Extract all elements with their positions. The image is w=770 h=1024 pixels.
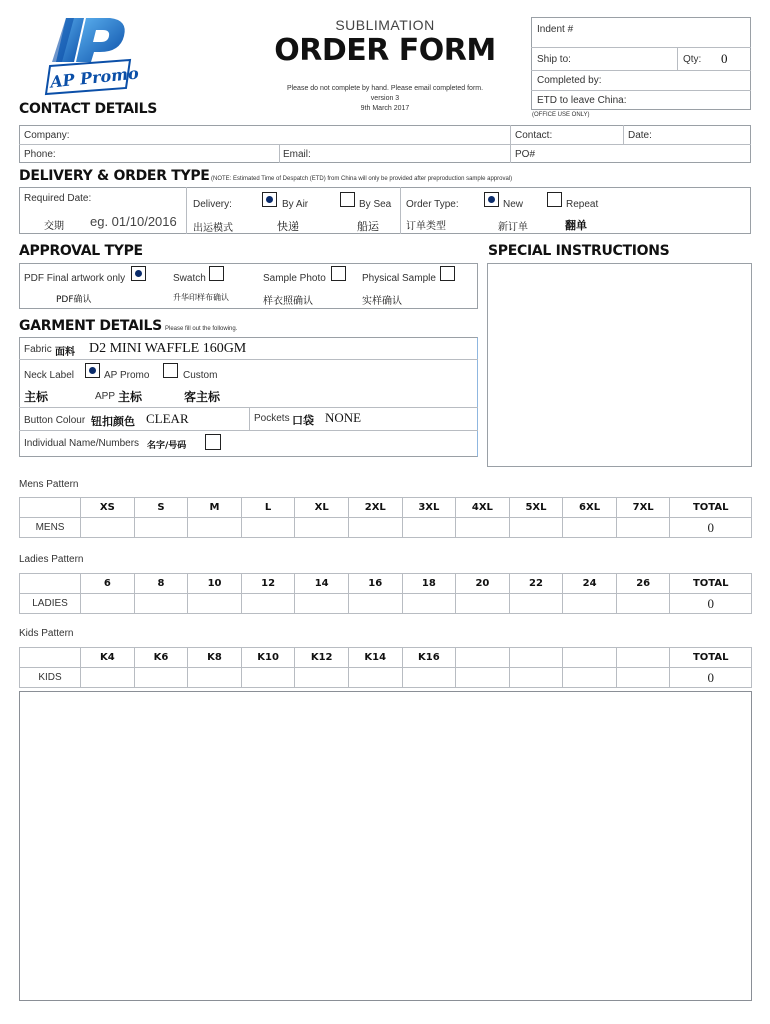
- etd-label: ETD to leave China:: [537, 95, 627, 106]
- button-colour-label: Button Colour: [24, 415, 86, 426]
- individual-names-label: Individual Name/Numbers: [24, 438, 140, 449]
- header-corner-cell: [20, 498, 81, 518]
- ship-to-label: Ship to:: [537, 54, 571, 65]
- special-instructions-heading: SPECIAL INSTRUCTIONS: [488, 243, 670, 259]
- neck-label-label: Neck Label: [24, 370, 75, 381]
- individual-names-checkbox[interactable]: [205, 434, 221, 450]
- by-sea-label: By Sea: [359, 199, 392, 210]
- size-header-cell: S: [134, 498, 188, 518]
- size-header-cell: K8: [188, 648, 242, 668]
- qty-label: Qty:: [683, 54, 702, 65]
- pockets-value[interactable]: NONE: [325, 410, 362, 425]
- quantity-input-cell[interactable]: [348, 668, 402, 688]
- size-header-cell: 16: [348, 574, 402, 594]
- delivery-cn: 出运模式: [193, 223, 233, 234]
- fabric-value[interactable]: D2 MINI WAFFLE 160GM: [89, 341, 247, 356]
- quantity-input-cell[interactable]: [509, 518, 563, 538]
- form-subtitle: SUBLIMATION: [335, 17, 435, 33]
- new-order-label: New: [503, 199, 524, 210]
- ap-promo-label-checkbox[interactable]: [85, 363, 100, 378]
- special-instructions-input[interactable]: [487, 263, 752, 467]
- size-header-cell: 12: [241, 574, 295, 594]
- date-field[interactable]: Date:: [628, 130, 652, 141]
- garment-heading: GARMENT DETAILS: [19, 318, 162, 334]
- quantity-input-cell[interactable]: [241, 668, 295, 688]
- quantity-input-cell[interactable]: [456, 594, 510, 614]
- size-header-cell: [509, 648, 563, 668]
- ladies-pattern-title: Ladies Pattern: [19, 554, 84, 565]
- form-note-line: Please do not complete by hand. Please email completed form.: [286, 85, 484, 92]
- quantity-input-cell[interactable]: [295, 594, 349, 614]
- artwork-notes-area[interactable]: [19, 691, 752, 1001]
- total-value-cell: 0: [670, 518, 752, 538]
- required-date-input[interactable]: eg. 01/10/2016: [90, 214, 177, 229]
- contact-field[interactable]: Contact:: [515, 130, 553, 141]
- by-sea-cn: 船运: [357, 220, 379, 233]
- button-colour-value[interactable]: CLEAR: [146, 411, 189, 426]
- ap-promo-cn-prefix: APP: [95, 391, 116, 402]
- row-label-cell: LADIES: [20, 594, 81, 614]
- fabric-label: Fabric: [24, 344, 52, 355]
- size-header-cell: [456, 648, 510, 668]
- size-header-cell: 6: [81, 574, 135, 594]
- completed-by-label: Completed by:: [537, 75, 602, 86]
- company-logo: [44, 14, 140, 98]
- kids-size-table: [19, 647, 752, 688]
- form-note: [262, 84, 508, 114]
- size-header-cell: 22: [509, 574, 563, 594]
- custom-label-checkbox[interactable]: [163, 363, 178, 378]
- physical-sample-checkbox[interactable]: [440, 266, 455, 281]
- size-header-cell: [563, 648, 617, 668]
- sample-photo-label: Sample Photo: [263, 273, 326, 284]
- pdf-approval-checkbox[interactable]: [131, 266, 146, 281]
- quantity-input-cell[interactable]: [509, 668, 563, 688]
- quantity-input-cell[interactable]: [241, 518, 295, 538]
- new-order-radio[interactable]: [484, 192, 499, 207]
- ap-promo-label: AP Promo: [104, 370, 150, 381]
- quantity-input-cell[interactable]: [616, 518, 670, 538]
- page-title: ORDER FORM: [274, 33, 496, 68]
- total-header-cell: TOTAL: [670, 648, 752, 668]
- logo-text: AP Promo: [49, 63, 140, 92]
- po-field[interactable]: PO#: [515, 149, 536, 160]
- quantity-input-cell[interactable]: [134, 518, 188, 538]
- button-colour-cn: 钮扣颜色: [91, 415, 135, 428]
- size-header-cell: XL: [295, 498, 349, 518]
- physical-sample-cn: 实样确认: [362, 296, 402, 307]
- size-header-cell: 14: [295, 574, 349, 594]
- custom-label: Custom: [183, 370, 218, 381]
- quantity-input-cell[interactable]: [134, 668, 188, 688]
- row-label-cell: MENS: [20, 518, 81, 538]
- form-date: 9th March 2017: [360, 105, 410, 112]
- new-order-cn: 新订单: [498, 222, 528, 233]
- custom-label-cn: 客主标: [184, 390, 221, 404]
- quantity-input-cell[interactable]: [188, 668, 242, 688]
- email-field[interactable]: Email:: [283, 149, 311, 160]
- total-value-cell: 0: [670, 594, 752, 614]
- quantity-input-cell[interactable]: [402, 594, 456, 614]
- quantity-input-cell[interactable]: [616, 668, 670, 688]
- swatch-label: Swatch: [173, 273, 206, 284]
- quantity-input-cell[interactable]: [295, 668, 349, 688]
- size-header-cell: K16: [402, 648, 456, 668]
- size-header-cell: K10: [241, 648, 295, 668]
- order-type-label: Order Type:: [406, 199, 459, 210]
- size-header-cell: 24: [563, 574, 617, 594]
- quantity-input-cell[interactable]: [456, 668, 510, 688]
- pockets-label: Pockets: [254, 413, 290, 424]
- quantity-input-cell[interactable]: [402, 518, 456, 538]
- repeat-order-cn: 翻单: [565, 219, 587, 232]
- pdf-approval-cn: PDF确认: [56, 295, 92, 305]
- pockets-cn: 口袋: [292, 414, 314, 427]
- size-header-cell: M: [188, 498, 242, 518]
- size-header-cell: K12: [295, 648, 349, 668]
- kids-pattern-title: Kids Pattern: [19, 628, 74, 639]
- size-header-cell: 5XL: [509, 498, 563, 518]
- size-header-cell: XS: [81, 498, 135, 518]
- delivery-heading: DELIVERY & ORDER TYPE: [19, 168, 210, 184]
- repeat-order-label: Repeat: [566, 199, 599, 210]
- neck-label-cn: 主标: [24, 390, 49, 404]
- swatch-checkbox[interactable]: [209, 266, 224, 281]
- approval-heading: APPROVAL TYPE: [19, 243, 143, 259]
- quantity-input-cell[interactable]: [188, 518, 242, 538]
- quantity-input-cell[interactable]: [563, 668, 617, 688]
- repeat-order-radio[interactable]: [547, 192, 562, 207]
- sample-photo-checkbox[interactable]: [331, 266, 346, 281]
- required-date-label: Required Date:: [24, 193, 92, 204]
- delivery-note: (NOTE: Estimated Time of Despatch (ETD) from China will only be provided after preproduction sample approval): [211, 176, 513, 182]
- quantity-input-cell[interactable]: [241, 594, 295, 614]
- by-air-cn: 快递: [277, 220, 299, 233]
- swatch-cn: 升华印样布确认: [173, 293, 229, 302]
- phone-field[interactable]: Phone:: [24, 149, 56, 160]
- quantity-input-cell[interactable]: [81, 518, 135, 538]
- size-header-cell: 10: [188, 574, 242, 594]
- qty-value[interactable]: 0: [721, 51, 728, 66]
- ladies-size-table: [19, 573, 752, 614]
- indent-label: Indent #: [537, 24, 574, 35]
- quantity-input-cell[interactable]: [188, 594, 242, 614]
- by-air-label: By Air: [282, 199, 309, 210]
- size-header-cell: K4: [81, 648, 135, 668]
- sample-photo-cn: 样衣照确认: [263, 296, 313, 307]
- company-field[interactable]: Company:: [24, 130, 70, 141]
- mens-size-table: [19, 497, 752, 538]
- by-sea-radio[interactable]: [340, 192, 355, 207]
- pdf-approval-label: PDF Final artwork only: [24, 273, 126, 284]
- order-type-cn: 订单类型: [406, 221, 446, 232]
- quantity-input-cell[interactable]: [563, 518, 617, 538]
- size-header-cell: L: [241, 498, 295, 518]
- quantity-input-cell[interactable]: [563, 594, 617, 614]
- size-header-cell: K6: [134, 648, 188, 668]
- quantity-input-cell[interactable]: [81, 594, 135, 614]
- quantity-input-cell[interactable]: [456, 518, 510, 538]
- row-label-cell: KIDS: [20, 668, 81, 688]
- contact-heading: CONTACT DETAILS: [19, 101, 158, 117]
- office-use-note: (OFFICE USE ONLY): [532, 112, 590, 118]
- size-header-cell: 6XL: [563, 498, 617, 518]
- size-header-cell: 26: [616, 574, 670, 594]
- size-header-cell: K14: [348, 648, 402, 668]
- quantity-input-cell[interactable]: [295, 518, 349, 538]
- delivery-label: Delivery:: [193, 199, 232, 210]
- required-date-cn: 交期: [44, 221, 64, 232]
- quantity-input-cell[interactable]: [616, 594, 670, 614]
- physical-sample-label: Physical Sample: [362, 273, 436, 284]
- individual-names-cn: 名字/号码: [147, 441, 187, 451]
- quantity-input-cell[interactable]: [348, 518, 402, 538]
- size-header-cell: 20: [456, 574, 510, 594]
- quantity-input-cell[interactable]: [348, 594, 402, 614]
- total-value-cell: 0: [670, 668, 752, 688]
- ap-promo-cn: 主标: [118, 390, 143, 404]
- size-header-cell: [616, 648, 670, 668]
- size-header-cell: 4XL: [456, 498, 510, 518]
- size-header-cell: 3XL: [402, 498, 456, 518]
- mens-pattern-title: Mens Pattern: [19, 479, 79, 490]
- size-header-cell: 2XL: [348, 498, 402, 518]
- total-header-cell: TOTAL: [670, 574, 752, 594]
- quantity-input-cell[interactable]: [509, 594, 563, 614]
- by-air-radio[interactable]: [262, 192, 277, 207]
- header-corner-cell: [20, 574, 81, 594]
- form-version: version 3: [370, 95, 400, 102]
- quantity-input-cell[interactable]: [134, 594, 188, 614]
- quantity-input-cell[interactable]: [81, 668, 135, 688]
- fabric-cn: 面料: [55, 347, 75, 358]
- size-header-cell: 18: [402, 574, 456, 594]
- size-header-cell: 8: [134, 574, 188, 594]
- total-header-cell: TOTAL: [670, 498, 752, 518]
- quantity-input-cell[interactable]: [402, 668, 456, 688]
- garment-heading-note: Please fill out the following.: [165, 326, 238, 332]
- header-corner-cell: [20, 648, 81, 668]
- size-header-cell: 7XL: [616, 498, 670, 518]
